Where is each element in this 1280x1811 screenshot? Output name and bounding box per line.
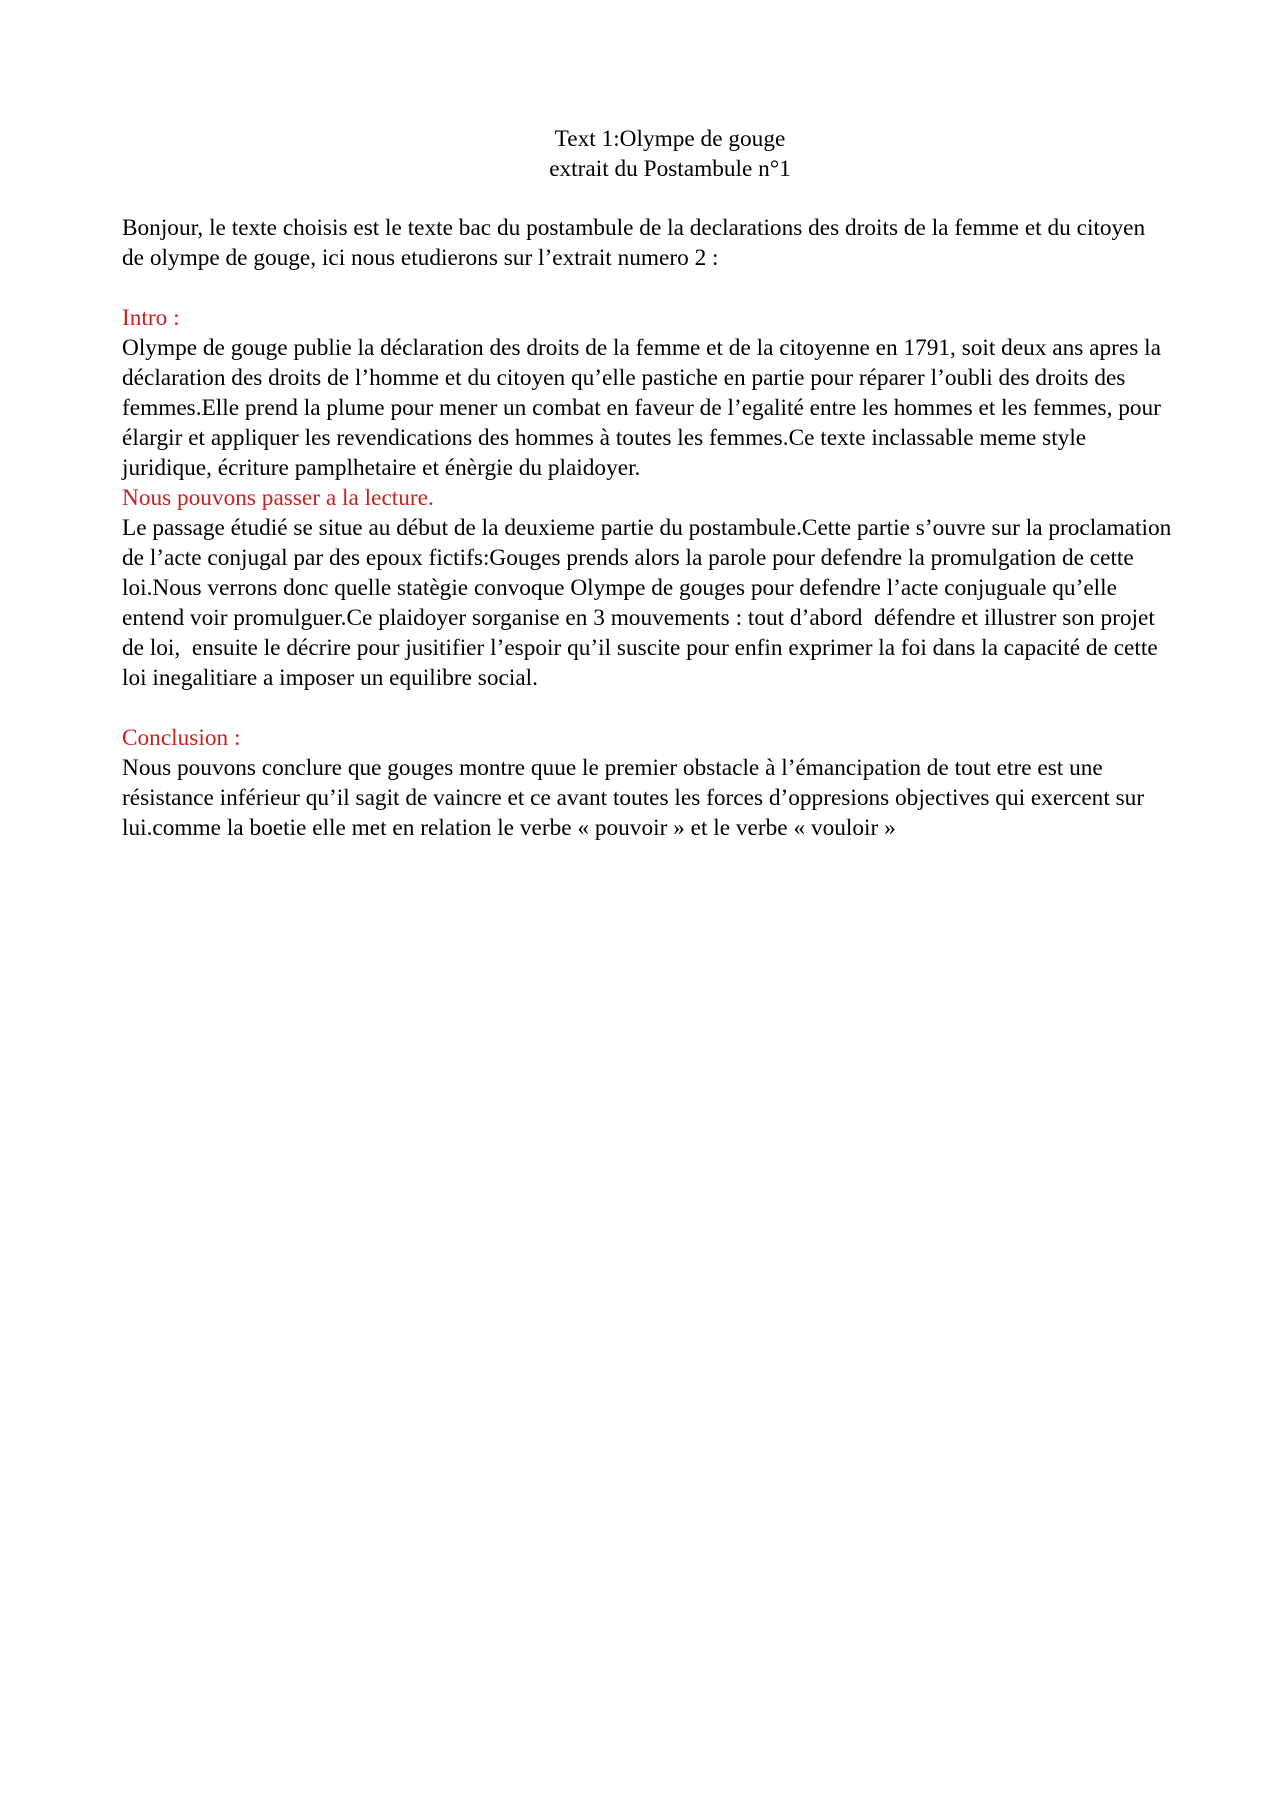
spacer <box>122 693 1172 723</box>
conclusion-heading: Conclusion : <box>122 725 241 751</box>
intro-heading: Intro : <box>122 305 180 331</box>
document-title <box>0 124 1280 184</box>
reading-paragraph: Le passage étudié se situe au début de la deuxieme partie du postambule.Cette partie s’ouvre sur la proclamation de l’acte conjugal par des epoux fictifs:Gouges prends alors la parole pour defendre la promulgation de cette loi.Nous verrons donc quelle statègie convoque Olympe de gouges pour defendre l’acte conjuguale qu’elle entend voir promulguer.Ce plaidoyer sorganise en 3 mouvements : tout d’abord défendre et illustrer son projet de loi, ensuite le décrire pour jusitifier l’espoir qu’il suscite pour enfin exprimer la foi dans la capacité de cette loi inegalitiare a imposer un equilibre social. <box>122 515 1178 691</box>
opening-paragraph: Bonjour, le texte choisis est le texte bac du postambule de la declarations des droits de la femme et du citoyen de olympe de gouge, ici nous etudierons sur l’extrait numero 2 : <box>122 215 1152 271</box>
conclusion-paragraph: Nous pouvons conclure que gouges montre quue le premier obstacle à l’émancipation de tout etre est une résistance inférieur qu’il sagit de vaincre et ce avant toutes les forces d’oppresions objectives qui exercent sur lui.comme la boetie elle met en relation le verbe « pouvoir » et le verbe « vouloir » <box>122 755 1150 841</box>
document-body <box>122 213 1178 843</box>
title-line-2: extrait du Postambule n°1 <box>549 156 791 182</box>
reading-heading: Nous pouvons passer a la lecture. <box>122 485 434 511</box>
spacer <box>122 273 1172 303</box>
intro-paragraph: Olympe de gouge publie la déclaration des droits de la femme et de la citoyenne en 1791, soit deux ans apres la déclaration des droits de l’homme et du citoyen qu’elle pastiche en partie pour réparer l’oubli des droits des femmes.Elle prend la plume pour mener un combat en faveur de l’egalité entre les hommes et les femmes, pour élargir et appliquer les revendications des hommes à toutes les femmes.Ce texte inclassable meme style juridique, écriture pamplhetaire et énèrgie du plaidoyer. <box>122 335 1167 481</box>
title-line-1: Text 1:Olympe de gouge <box>554 126 786 152</box>
